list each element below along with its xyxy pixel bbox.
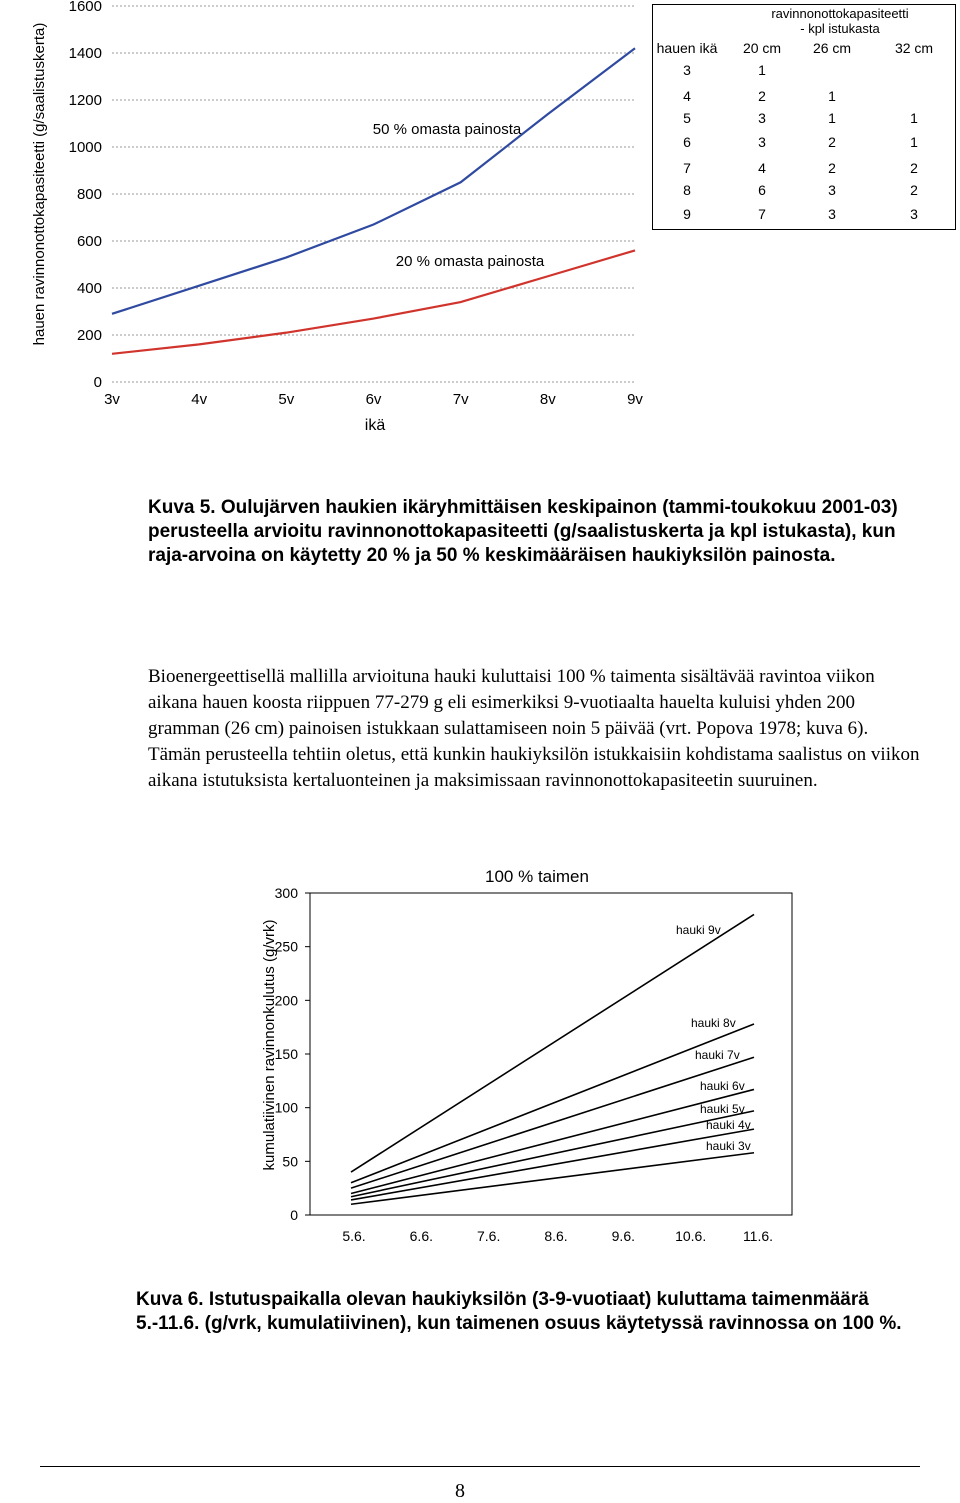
x-tick-label: 8v: [539, 391, 556, 408]
page-number: 8: [455, 1480, 465, 1502]
table-cell: 3: [683, 62, 691, 78]
x-tick-label: 5.6.: [342, 1228, 366, 1244]
capacity-chart-ylabel: hauen ravinnonottokapasiteetti (g/saalistuskerta): [31, 22, 48, 346]
table-cell: 7: [683, 160, 691, 176]
series-label: hauki 3v: [706, 1139, 751, 1153]
table-cell: 7: [758, 206, 766, 222]
consumption-chart-title: 100 % taimen: [485, 867, 589, 886]
table-cell: 9: [683, 206, 691, 222]
y-tick-label: 0: [290, 1207, 298, 1223]
table-header-age: hauen ikä: [656, 40, 718, 56]
table-cell: 2: [910, 160, 918, 176]
table-cell: 2: [828, 134, 836, 150]
series-label: hauki 4v: [706, 1118, 751, 1132]
table-cell: 1: [828, 110, 836, 126]
table-cell: 2: [758, 88, 766, 104]
x-tick-label: 5v: [278, 391, 295, 408]
series-label-50: 50 % omasta painosta: [372, 121, 522, 138]
capacity-chart-series: [112, 48, 635, 354]
footer-rule: [40, 1466, 920, 1467]
capacity-chart-grid: [112, 6, 635, 382]
capacity-chart-y-ticks: [69, 0, 102, 391]
table-header-26cm: 26 cm: [812, 40, 852, 56]
y-tick-label: 250: [274, 938, 298, 955]
table-title-line2: - kpl istukasta: [800, 21, 880, 36]
x-tick-label: 6v: [365, 391, 382, 408]
table-cell: 6: [683, 134, 691, 150]
series-line: [351, 1024, 754, 1183]
y-tick-label: 100: [274, 1099, 298, 1116]
table-title-line1: ravinnonottokapasiteetti: [771, 6, 909, 21]
table-cell: 2: [910, 182, 918, 198]
table-header-row: [652, 40, 956, 58]
table-header-32cm: 32 cm: [894, 40, 934, 56]
x-tick-label: 10.6.: [675, 1228, 707, 1244]
x-tick-label: 8.6.: [544, 1228, 568, 1244]
consumption-chart-x-ticks: [342, 1228, 773, 1244]
table-cell: 6: [758, 182, 766, 198]
table-cell: 4: [683, 88, 691, 104]
x-tick-label: 11.6.: [742, 1228, 774, 1244]
capacity-chart-xlabel: ikä: [364, 417, 386, 434]
table-cell: 1: [758, 62, 766, 78]
x-tick-label: 9.6.: [611, 1228, 636, 1244]
x-tick-label: 7v: [452, 391, 469, 408]
y-tick-label: 1000: [68, 139, 102, 156]
series-label: hauki 5v: [700, 1102, 745, 1116]
table-cell: 8: [683, 182, 691, 198]
y-tick-label: 150: [274, 1046, 298, 1062]
table-title: [720, 6, 960, 36]
table-row: [652, 160, 956, 178]
x-tick-label: 4v: [191, 391, 208, 408]
y-tick-label: 1600: [68, 0, 102, 15]
figure-6-caption: [136, 1288, 920, 1336]
figure-6-label: Kuva 6.: [136, 1289, 204, 1310]
y-tick-label: 800: [76, 186, 102, 203]
table-cell: 1: [828, 88, 836, 104]
table-row: [652, 206, 956, 224]
figure-6-text: Istutuspaikalla olevan haukiyksilön (3-9-vuotiaat) kuluttama taimenmäärä 5.-11.6. (g/vrk, kumulatiivinen), kun taimenen osuus käytetyssä ravinnossa on 100 %.: [136, 1289, 902, 1334]
table-cell: 3: [910, 206, 918, 222]
consumption-chart-y-ticks: [275, 885, 310, 1223]
table-cell: 3: [828, 182, 836, 198]
series-label: hauki 7v: [695, 1048, 740, 1062]
table-cell: 5: [683, 110, 691, 126]
series-line: [351, 1129, 754, 1200]
consumption-chart: [250, 860, 810, 1260]
series-label: hauki 9v: [676, 923, 721, 937]
x-tick-label: 3v: [104, 391, 120, 408]
table-row: [652, 110, 956, 128]
table-row: [652, 62, 956, 80]
table-row: [652, 182, 956, 200]
series-label: hauki 8v: [691, 1016, 736, 1030]
y-tick-label: 600: [76, 233, 102, 250]
series-line: [351, 1057, 754, 1188]
table-cell: 4: [758, 160, 766, 176]
series-line-20: [112, 250, 635, 353]
y-tick-label: 1200: [68, 92, 102, 109]
consumption-chart-series: [351, 914, 754, 1204]
table-cell: 1: [910, 134, 918, 150]
y-tick-label: 200: [76, 327, 102, 344]
y-tick-label: 1400: [68, 45, 102, 62]
y-tick-label: 50: [282, 1153, 298, 1170]
y-tick-label: 200: [274, 992, 298, 1009]
table-cell: 2: [828, 160, 836, 176]
table-cell: 3: [758, 110, 766, 126]
figure-5-text: Oulujärven haukien ikäryhmittäisen keskipainon (tammi-toukokuu 2001-03) perusteella arvioitu ravinnonottokapasiteetti (g/saalistuskerta ja kpl istukasta), kun raja-arvoina on käytetty 20 % ja 50 % keskimääräisen haukiyksilön painosta.: [148, 497, 898, 566]
table-cell: 3: [758, 134, 766, 150]
capacity-chart-x-ticks: [104, 391, 643, 408]
x-tick-label: 6.6.: [409, 1228, 434, 1244]
series-label-20: 20 % omasta painosta: [395, 253, 545, 270]
consumption-chart-ylabel: kumulatiivinen ravinnonkulutus (g/vrk): [261, 919, 278, 1171]
x-tick-label: 9v: [627, 391, 643, 408]
body-paragraph-text: Bioenergeettisellä mallilla arvioituna hauki kuluttaisi 100 % taimenta sisältävää ravintoa viikon aikana hauen koosta riippuen 77-279 g eli esimerkiksi 9-vuotiaalta hauelta kuluisi yhden 200 gramman (26 cm) painoisen istukkaan sulattamiseen noin 5 päivää (vrt. Popova 1978; kuva 6). Tämän perusteella tehtiin oletus, että kunkin haukiyksilön istukkaisiin kohdistama saalistus on viikon aikana istutuksista kertaluonteinen ja maksimissaan ravinnonottokapasiteetin suuruinen.: [148, 666, 920, 791]
series-line: [351, 1111, 754, 1197]
table-cell: 3: [828, 206, 836, 222]
y-tick-label: 400: [76, 280, 102, 297]
y-tick-label: 0: [93, 374, 102, 391]
table-cell: 1: [910, 110, 918, 126]
table-header-20cm: 20 cm: [742, 40, 782, 56]
table-row: [652, 134, 956, 152]
x-tick-label: 7.6.: [476, 1228, 501, 1244]
series-label: hauki 6v: [700, 1079, 745, 1093]
figure-5-label: Kuva 5.: [148, 497, 216, 518]
series-line: [351, 914, 754, 1172]
y-tick-label: 300: [274, 885, 298, 901]
body-paragraph: [148, 664, 920, 794]
capacity-chart: [0, 0, 650, 440]
figure-5-caption: [148, 496, 920, 568]
table-row: [652, 88, 956, 106]
